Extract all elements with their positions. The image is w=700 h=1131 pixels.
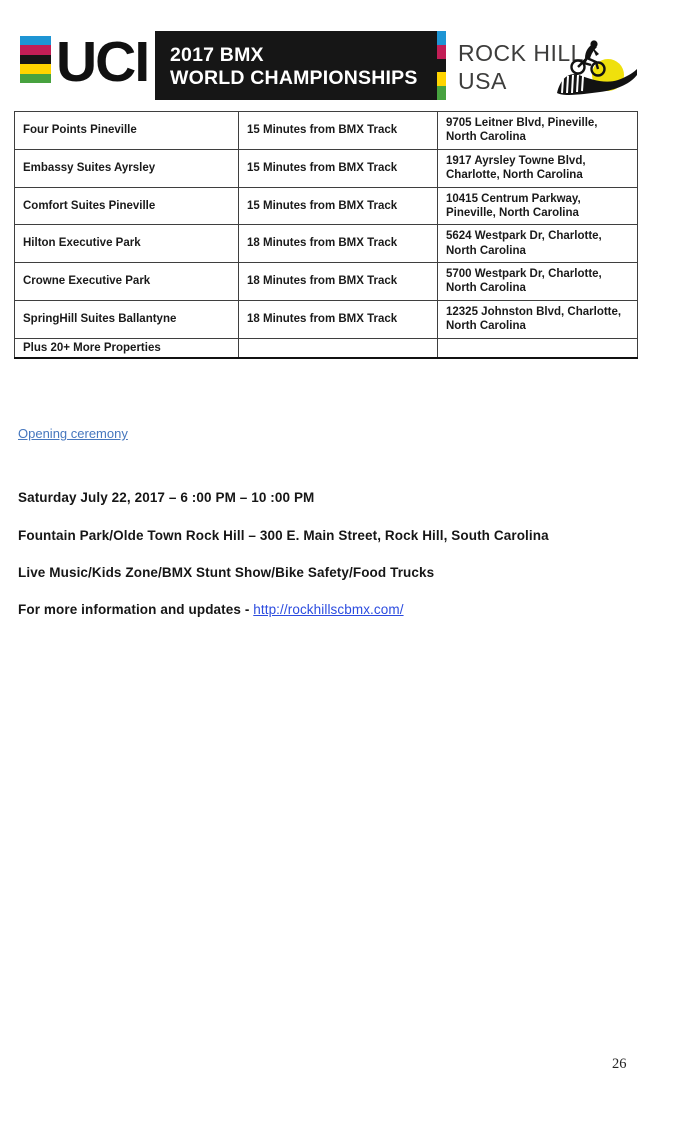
- uci-logo: [20, 30, 149, 95]
- event-venue-text: Fountain Park/Olde Town Rock Hill – 300 E. Main Street, Rock Hill, South Carolina: [18, 528, 549, 543]
- championships-banner: [155, 31, 446, 100]
- hotel-name-cell: Plus 20+ More Properties: [15, 338, 239, 358]
- table-row: [15, 263, 638, 301]
- table-row: [15, 112, 638, 150]
- banner-title: [155, 31, 446, 90]
- hotel-address-cell: 9705 Leitner Blvd, Pineville, North Carolina: [438, 112, 638, 150]
- banner-color-strip: [437, 31, 446, 100]
- hotel-address-cell: 12325 Johnston Blvd, Charlotte, North Carolina: [438, 300, 638, 338]
- hotel-address-cell: 5700 Westpark Dr, Charlotte, North Carolina: [438, 263, 638, 301]
- more-info-line: [18, 602, 404, 617]
- hotel-address-cell: 10415 Centrum Parkway, Pineville, North Carolina: [438, 187, 638, 225]
- hotel-distance-cell: 18 Minutes from BMX Track: [239, 300, 438, 338]
- event-datetime-text: Saturday July 22, 2017 – 6 :00 PM – 10 :00 PM: [18, 490, 315, 505]
- hotel-distance-cell: 15 Minutes from BMX Track: [239, 187, 438, 225]
- hotel-name-cell: SpringHill Suites Ballantyne: [15, 300, 239, 338]
- hotel-distance-cell: 18 Minutes from BMX Track: [239, 263, 438, 301]
- banner-line2: WORLD CHAMPIONSHIPS: [170, 66, 418, 89]
- event-activities-text: Live Music/Kids Zone/BMX Stunt Show/Bike Safety/Food Trucks: [18, 565, 435, 580]
- hotel-distance-cell: 15 Minutes from BMX Track: [239, 112, 438, 150]
- location-line1: ROCK HILL: [458, 40, 584, 66]
- table-row: [15, 225, 638, 263]
- hotel-address-cell: 1917 Ayrsley Towne Blvd, Charlotte, North Carolina: [438, 149, 638, 187]
- hotel-name-cell: Embassy Suites Ayrsley: [15, 149, 239, 187]
- more-info-prefix-text: For more information and updates -: [18, 602, 254, 617]
- hotel-address-cell: [438, 338, 638, 358]
- hotels-table: [14, 111, 638, 359]
- uci-logo-text: UCI: [56, 30, 149, 95]
- hotel-address-cell: 5624 Westpark Dr, Charlotte, North Carolina: [438, 225, 638, 263]
- hotel-name-cell: Comfort Suites Pineville: [15, 187, 239, 225]
- location-line2: USA: [458, 67, 507, 94]
- table-row: [15, 300, 638, 338]
- bmx-rider-logo-icon: [556, 31, 638, 104]
- hotel-name-cell: Hilton Executive Park: [15, 225, 239, 263]
- hotel-distance-cell: 15 Minutes from BMX Track: [239, 149, 438, 187]
- table-row: [15, 149, 638, 187]
- table-row: [15, 338, 638, 358]
- hotel-name-cell: Four Points Pineville: [15, 112, 239, 150]
- hotel-name-cell: Crowne Executive Park: [15, 263, 239, 301]
- opening-ceremony-link[interactable]: Opening ceremony: [18, 426, 128, 441]
- hotel-distance-cell: [239, 338, 438, 358]
- banner-line1: 2017 BMX: [170, 44, 264, 66]
- uci-rainbow-stripes-icon: [20, 36, 51, 83]
- table-row: [15, 187, 638, 225]
- page-number: 26: [612, 1056, 627, 1072]
- hotel-distance-cell: 18 Minutes from BMX Track: [239, 225, 438, 263]
- rockhill-bmx-url-link[interactable]: http://rockhillscbmx.com/: [253, 602, 404, 617]
